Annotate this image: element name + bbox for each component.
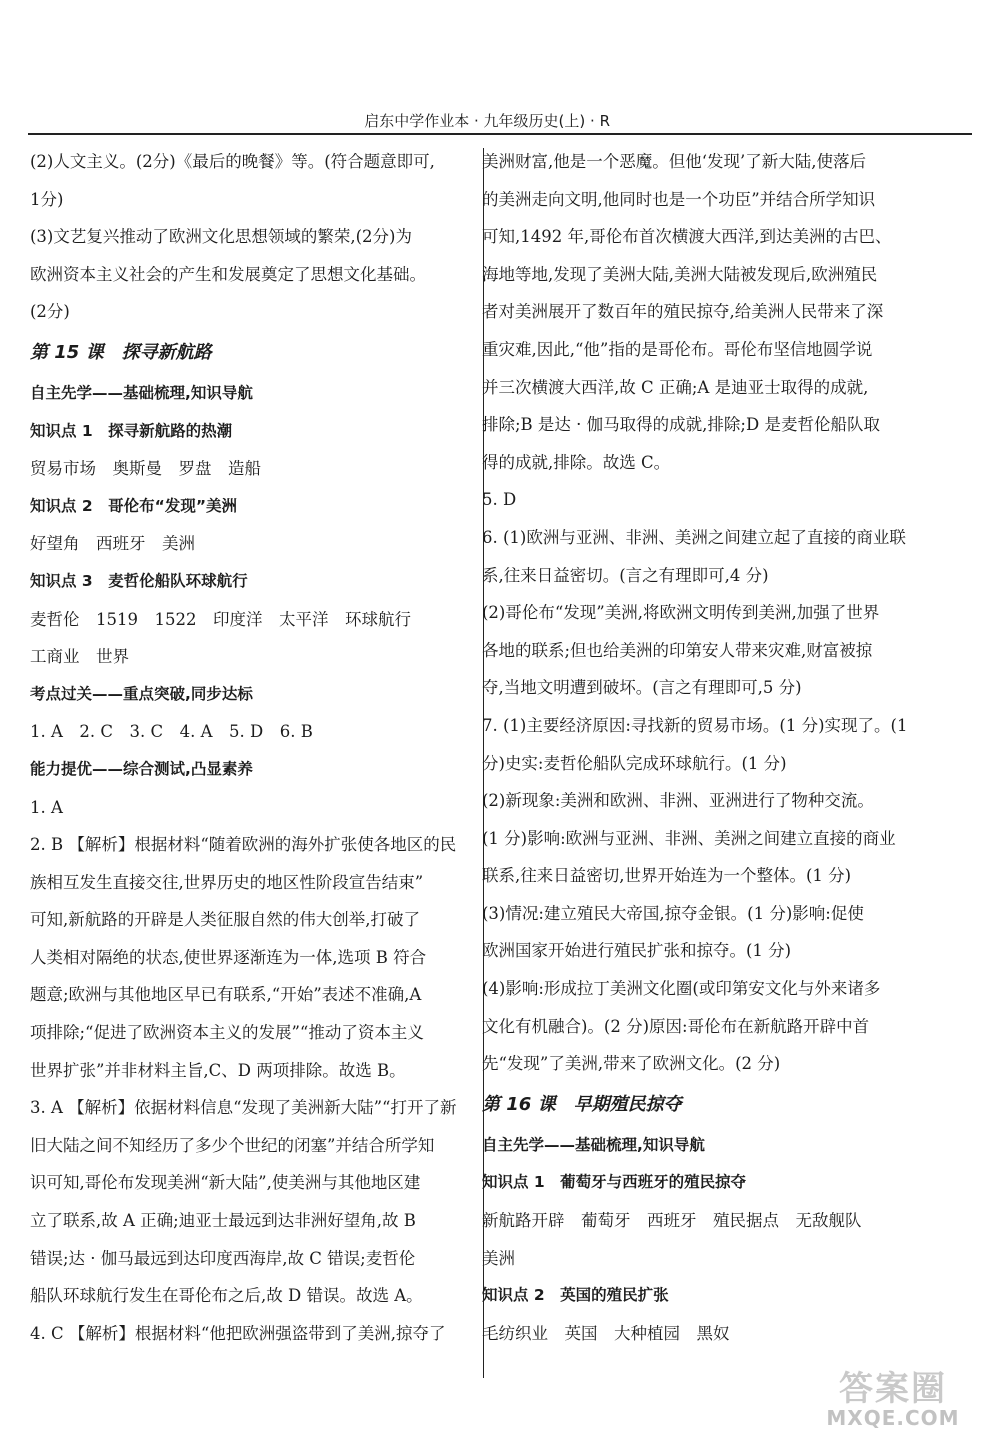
- text-line: 项排除;“促进了欧洲资本主义的发展”“推动了资本主义: [30, 1023, 424, 1043]
- text-line: 7. (1)主要经济原因:寻找新的贸易市场。(1 分)实现了。(1: [482, 715, 908, 735]
- text-line: 排除;B 是达 · 伽马取得的成就,排除;D 是麦哲伦船队取: [482, 415, 880, 435]
- header-rule: [28, 133, 972, 135]
- text-line: 联系,往来日益密切,世界开始连为一个整体。(1 分): [482, 866, 852, 886]
- text-line: 人类相对隔绝的状态,使世界逐渐连为一体,选项 B 符合: [30, 947, 427, 967]
- text-line: 2. B 【解析】根据材料“随着欧洲的海外扩张使各地区的民: [30, 835, 457, 855]
- left-column: [30, 143, 470, 1352]
- text-line: 1. A 2. C 3. C 4. A 5. D 6. B: [30, 722, 313, 742]
- text-line: 错误;达 · 伽马最远到达印度西海岸,故 C 错误;麦哲伦: [30, 1248, 416, 1268]
- text-line: 立了联系,故 A 正确;迪亚士最远到达非洲好望角,故 B: [30, 1211, 416, 1231]
- text-line: (1 分)影响:欧洲与亚洲、非洲、美洲之间建立直接的商业: [482, 828, 896, 848]
- text-line: (3)文艺复兴推动了欧洲文化思想领域的繁荣,(2分)为: [30, 227, 412, 247]
- text-line: 得的成就,排除。故选 C。: [482, 452, 671, 472]
- text-line: 系,往来日益密切。(言之有理即可,4 分): [482, 565, 769, 585]
- text-line: 并三次横渡大西洋,故 C 正确;A 是迪亚士取得的成就,: [482, 377, 869, 397]
- text-line: 重灾难,因此,“他”指的是哥伦布。哥伦布坚信地圆学说: [482, 339, 873, 359]
- watermark-title: 答案圈: [839, 1369, 947, 1409]
- text-line: 4. C 【解析】根据材料“他把欧洲强盗带到了美洲,掠夺了: [30, 1323, 446, 1343]
- text-line: 可知,1492 年,哥伦布首次横渡大西洋,到达美洲的古巴、: [482, 227, 892, 247]
- text-line: (2)哥伦布“发现”美洲,将欧洲文明传到美洲,加强了世界: [482, 603, 880, 623]
- text-line: 6. (1)欧洲与亚洲、非洲、美洲之间建立起了直接的商业联: [482, 527, 906, 547]
- text-line: 工商业 世界: [30, 647, 129, 667]
- lesson-heading: 第 15 课 探寻新航路: [30, 341, 212, 363]
- text-line: 1分): [30, 189, 64, 209]
- text-line: (3)情况:建立殖民大帝国,掠夺金银。(1 分)影响:促使: [482, 903, 864, 923]
- text-line: 欧洲资本主义社会的产生和发展奠定了思想文化基础。: [30, 264, 426, 284]
- text-line: 麦哲伦 1519 1522 印度洋 太平洋 环球航行: [30, 609, 411, 629]
- page-header: [30, 110, 970, 134]
- text-line: 1. A: [30, 797, 63, 817]
- text-line: 可知,新航路的开辟是人类征服自然的伟大创举,打破了: [30, 910, 420, 930]
- text-line: 旧大陆之间不知经历了多少个世纪的闭塞”并结合所学知: [30, 1135, 435, 1155]
- section-heading: 知识点 3 麦哲伦船队环球航行: [30, 571, 248, 590]
- text-line: 贸易市场 奥斯曼 罗盘 造船: [30, 459, 261, 479]
- text-line: 3. A 【解析】依据材料信息“发现了美洲新大陆”“打开了新: [30, 1098, 457, 1118]
- text-line: 船队环球航行发生在哥伦布之后,故 D 错误。故选 A。: [30, 1286, 423, 1306]
- text-line: (2)新现象:美洲和欧洲、非洲、亚洲进行了物种交流。: [482, 791, 874, 811]
- section-heading: 自主先学——基础梳理,知识导航: [482, 1135, 705, 1154]
- text-line: (2分): [30, 302, 70, 322]
- text-line: 夺,当地文明遭到破坏。(言之有理即可,5 分): [482, 678, 802, 698]
- watermark-logo: [808, 1361, 978, 1431]
- right-column: [482, 143, 947, 1352]
- text-line: 文化有机融合)。(2 分)原因:哥伦布在新航路开辟中首: [482, 1016, 870, 1036]
- text-line: 识可知,哥伦布发现美洲“新大陆”,使美洲与其他地区建: [30, 1173, 421, 1193]
- section-heading: 知识点 1 探寻新航路的热潮: [30, 421, 233, 440]
- text-line: 族相互发生直接交往,世界历史的地区性阶段宣告结束”: [30, 872, 424, 892]
- text-line: 的美洲走向文明,他同时也是一个功臣”并结合所学知识: [482, 189, 876, 209]
- text-line: 美洲: [482, 1248, 515, 1268]
- header-title: 启东中学作业本 · 九年级历史(上) · R: [364, 112, 610, 130]
- text-line: 好望角 西班牙 美洲: [30, 534, 195, 554]
- section-heading: 考点过关——重点突破,同步达标: [30, 684, 253, 703]
- text-line: 世界扩张”并非材料主旨,C、D 两项排除。故选 B。: [30, 1060, 406, 1080]
- text-line: (2)人文主义。(2分)《最后的晚餐》等。(符合题意即可,: [30, 152, 435, 171]
- text-line: 分)史实:麦哲伦船队完成环球航行。(1 分): [482, 753, 787, 773]
- section-heading: 自主先学——基础梳理,知识导航: [30, 383, 253, 402]
- text-line: 欧洲国家开始进行殖民扩张和掠夺。(1 分): [482, 941, 792, 961]
- watermark-url: MXQE.COM: [826, 1406, 960, 1430]
- section-heading: 知识点 1 葡萄牙与西班牙的殖民掠夺: [482, 1173, 747, 1192]
- text-line: (4)影响:形成拉丁美洲文化圈(或印第安文化与外来诸多: [482, 979, 881, 999]
- text-line: 先“发现”了美洲,带来了欧洲文化。(2 分): [482, 1054, 781, 1074]
- text-line: 者对美洲展开了数百年的殖民掠夺,给美洲人民带来了深: [482, 302, 884, 322]
- text-line: 题意;欧洲与其他地区早已有联系,“开始”表述不准确,A: [30, 985, 422, 1005]
- text-line: 毛纺织业 英国 大种植园 黑奴: [482, 1323, 730, 1343]
- text-line: 各地的联系;但也给美洲的印第安人带来灾难,财富被掠: [482, 640, 873, 660]
- section-heading: 能力提优——综合测试,凸显素养: [30, 759, 253, 778]
- section-heading: 知识点 2 英国的殖民扩张: [482, 1286, 669, 1305]
- lesson-heading: 第 16 课 早期殖民掠夺: [482, 1093, 682, 1115]
- text-line: 新航路开辟 葡萄牙 西班牙 殖民据点 无敌舰队: [482, 1211, 862, 1231]
- text-line: 海地等地,发现了美洲大陆,美洲大陆被发现后,欧洲殖民: [482, 264, 878, 284]
- text-line: 美洲财富,他是一个恶魔。但他‘发现’了新大陆,使落后: [482, 152, 866, 171]
- text-line: 5. D: [482, 490, 517, 510]
- section-heading: 知识点 2 哥伦布“发现”美洲: [30, 496, 238, 515]
